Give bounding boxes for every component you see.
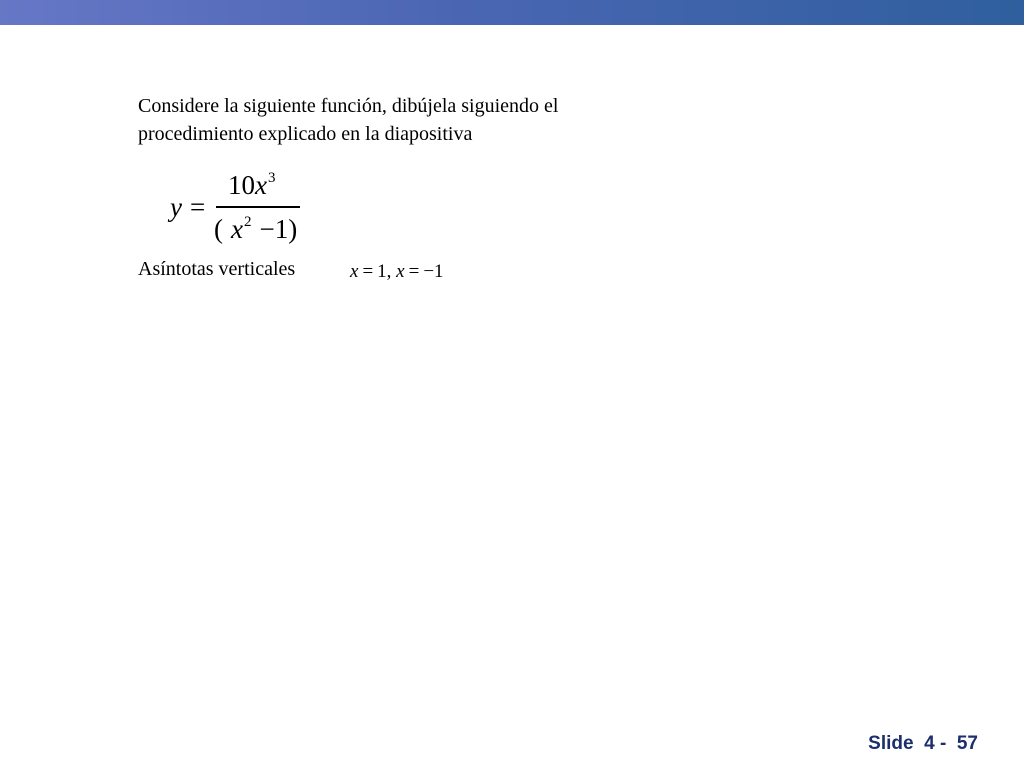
numerator-coefficient: 10 (228, 170, 255, 200)
equation-equals: = (190, 192, 206, 222)
asymptotes-values (350, 261, 444, 283)
equation-denominator (214, 214, 297, 245)
header-bar (0, 0, 1024, 25)
asymptote-var-1: x (350, 261, 359, 282)
numerator-variable: x (255, 170, 267, 200)
denominator-exponent: 2 (243, 214, 252, 230)
asymptote-value-1: 1, (377, 261, 392, 282)
instruction-text (138, 92, 658, 148)
asymptote-eq-1: = (362, 261, 374, 282)
asymptote-value-2: −1 (423, 261, 444, 282)
denominator-open-paren: ( (214, 214, 223, 244)
asymptotes-label: Asíntotas verticales (138, 258, 296, 280)
equation-numerator (228, 170, 275, 201)
denominator-variable: x (231, 214, 243, 244)
fraction-bar (216, 206, 300, 208)
denominator-constant: 1) (274, 214, 298, 244)
slide-number: Slide 4 - 57 (868, 733, 978, 754)
numerator-exponent: 3 (267, 170, 276, 186)
denominator-minus: − (259, 214, 275, 244)
instruction-line-2: procedimiento explicado en la diapositiva (138, 123, 473, 145)
instruction-line-1: Considere la siguiente función, dibújela siguiendo el (138, 95, 559, 117)
asymptote-eq-2: = (408, 261, 420, 282)
equation-lhs: y (170, 192, 182, 222)
asymptote-var-2: x (396, 261, 405, 282)
function-equation (170, 168, 320, 248)
